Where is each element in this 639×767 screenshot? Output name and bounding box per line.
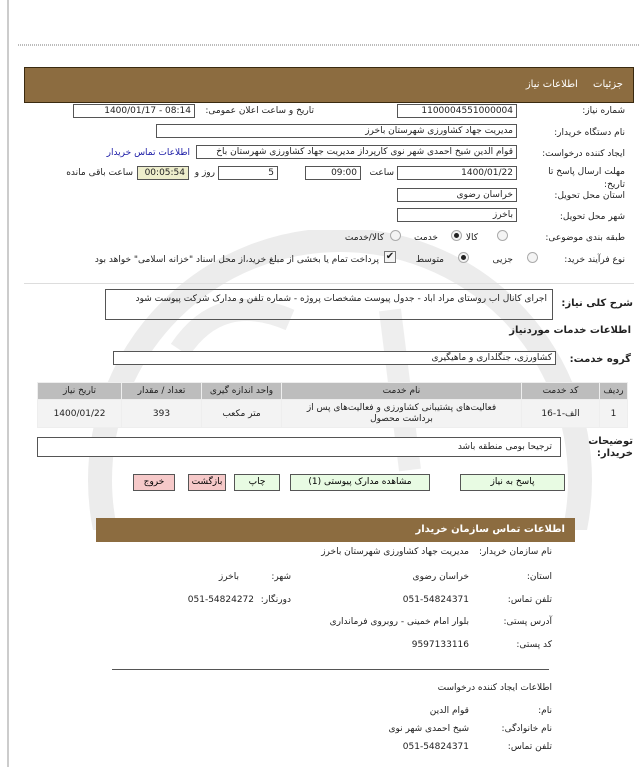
need-number-label: شماره نیاز: xyxy=(582,106,625,116)
cell-qty: 393 xyxy=(122,400,202,428)
exit-button[interactable]: خروج xyxy=(133,474,175,491)
contact-org: مدیریت جهاد کشاورزی شهرستان باخرز xyxy=(321,547,469,557)
remaining-time-field: 00:05:54 xyxy=(137,166,189,180)
city-label: شهر محل تحویل: xyxy=(559,212,625,222)
print-button[interactable]: چاپ xyxy=(234,474,280,491)
services-title: اطلاعات خدمات موردنیاز xyxy=(509,325,631,336)
creator-first-name-label: نام: xyxy=(538,706,552,716)
header-bar xyxy=(24,67,634,103)
remaining-label: ساعت باقی مانده xyxy=(66,168,133,178)
category-goods-label: کالا xyxy=(465,233,478,243)
process-radio-medium[interactable] xyxy=(458,252,469,263)
cell-name: فعالیت‌های پشتیبانی کشاورزی و فعالیت‌های پس از برداشت محصول xyxy=(282,400,522,428)
buyer-org-field: مدیریت جهاد کشاورزی شهرستان باخرز xyxy=(156,124,517,138)
contact-divider xyxy=(112,669,549,670)
description-box: اجرای کانال اب روستای مراد اباد - جدول پیوست مشخصات پروژه - شماره تلفن و مدارک شرکت پیوست شود xyxy=(105,289,553,320)
contact-fax: 051-54824272 xyxy=(187,595,254,605)
notes-box: ترجیحا بومی منطقه باشد xyxy=(37,437,561,457)
contact-province: خراسان رضوی xyxy=(412,572,469,582)
tab-need-info[interactable]: اطلاعات نیاز xyxy=(525,79,578,90)
category-service-label: خدمت xyxy=(414,233,438,243)
cell-date: 1400/01/22 xyxy=(38,400,122,428)
cell-row: 1 xyxy=(600,400,628,428)
province-field: خراسان رضوی xyxy=(397,188,517,202)
category-radio-service[interactable] xyxy=(451,230,462,241)
category-goods-service-label: کالا/خدمت xyxy=(344,233,384,243)
process-minor-label: جزیی xyxy=(492,255,513,265)
buyer-org-label: نام دستگاه خریدار: xyxy=(554,128,625,138)
creator-phone: 051-54824371 xyxy=(402,742,469,752)
cell-code: الف-1-16 xyxy=(522,400,600,428)
creator-first-name: قوام الدین xyxy=(429,706,469,716)
contact-fax-label: دورنگار: xyxy=(260,595,291,605)
top-divider xyxy=(18,44,639,46)
payment-checkbox[interactable]: ✔ xyxy=(385,251,395,262)
tab-details[interactable]: جزئیات xyxy=(593,79,623,90)
col-unit: واحد اندازه گیری xyxy=(202,383,282,400)
contact-postal: 9597133116 xyxy=(411,640,469,650)
contact-phone: 051-54824371 xyxy=(402,595,469,605)
page-left-border xyxy=(7,0,9,767)
city-field: باخرز xyxy=(397,208,517,222)
contact-address: بلوار امام خمینی - روبروی فرمانداری xyxy=(329,617,469,627)
announce-field: 1400/01/17 - 08:14 xyxy=(73,104,195,118)
process-medium-label: متوسط xyxy=(415,255,444,265)
service-group-label: گروه خدمت: xyxy=(569,354,631,365)
need-number-field: 1100004551000004 xyxy=(397,104,517,118)
creator-label: ایجاد کننده درخواست: xyxy=(542,149,625,159)
process-label: نوع فرآیند خرید: xyxy=(564,255,625,265)
days-label: روز و xyxy=(194,168,215,178)
notes-label: توضیحات خریدار: xyxy=(588,436,633,459)
days-field: 5 xyxy=(218,166,278,180)
cell-unit: متر مکعب xyxy=(202,400,282,428)
col-name: نام خدمت xyxy=(282,383,522,400)
category-radio-goods-service[interactable] xyxy=(390,230,401,241)
contact-header: اطلاعات تماس سازمان خریدار xyxy=(96,518,575,542)
announce-label: تاریخ و ساعت اعلان عمومی: xyxy=(205,106,314,116)
deadline-label: مهلت ارسال پاسخ تا تاریخ: xyxy=(548,167,625,190)
process-radio-minor[interactable] xyxy=(527,252,538,263)
back-button[interactable]: بازگشت xyxy=(188,474,226,491)
contact-org-label: نام سازمان خریدار: xyxy=(479,547,552,557)
contact-city: باخرز xyxy=(218,572,239,582)
contact-address-label: آدرس پستی: xyxy=(503,617,552,627)
creator-last-name: شیخ احمدی شهر نوی xyxy=(388,724,469,734)
contact-province-label: استان: xyxy=(526,572,552,582)
province-label: استان محل تحویل: xyxy=(554,191,625,201)
col-code: کد خدمت xyxy=(522,383,600,400)
time-label: ساعت xyxy=(369,168,394,178)
contact-city-label: شهر: xyxy=(271,572,291,582)
col-row: ردیف xyxy=(600,383,628,400)
service-group-field: کشاورزی، جنگلداری و ماهیگیری xyxy=(113,351,556,365)
creator-last-name-label: نام خانوادگی: xyxy=(501,724,552,734)
table-row xyxy=(38,400,628,428)
buyer-contact-link[interactable]: اطلاعات تماس خریدار xyxy=(106,148,190,158)
deadline-time-field: 09:00 xyxy=(305,166,361,180)
attachments-button[interactable]: مشاهده مدارک پیوستی (1) xyxy=(290,474,430,491)
services-table xyxy=(37,382,628,428)
reply-button[interactable]: پاسخ به نیاز xyxy=(460,474,565,491)
contact-phone-label: تلفن تماس: xyxy=(507,595,552,605)
payment-text: پرداخت تمام یا بخشی از مبلغ خرید،از محل اسناد "خزانه اسلامی" خواهد بود xyxy=(94,255,379,265)
creator-field: قوام الدین شیخ احمدی شهر نوی کارپرداز مدیریت جهاد کشاورزی شهرستان باخ xyxy=(196,145,517,159)
contact-postal-label: کد پستی: xyxy=(516,640,552,650)
description-label: شرح کلی نیاز: xyxy=(561,298,633,309)
creator-phone-label: تلفن تماس: xyxy=(507,742,552,752)
col-qty: تعداد / مقدار xyxy=(122,383,202,400)
deadline-date-field: 1400/01/22 xyxy=(397,166,517,180)
col-date: تاریخ نیاز xyxy=(38,383,122,400)
category-radio-goods[interactable] xyxy=(497,230,508,241)
category-label: طبقه بندی موضوعی: xyxy=(545,233,625,243)
creator-info-title: اطلاعات ایجاد کننده درخواست xyxy=(437,683,552,693)
